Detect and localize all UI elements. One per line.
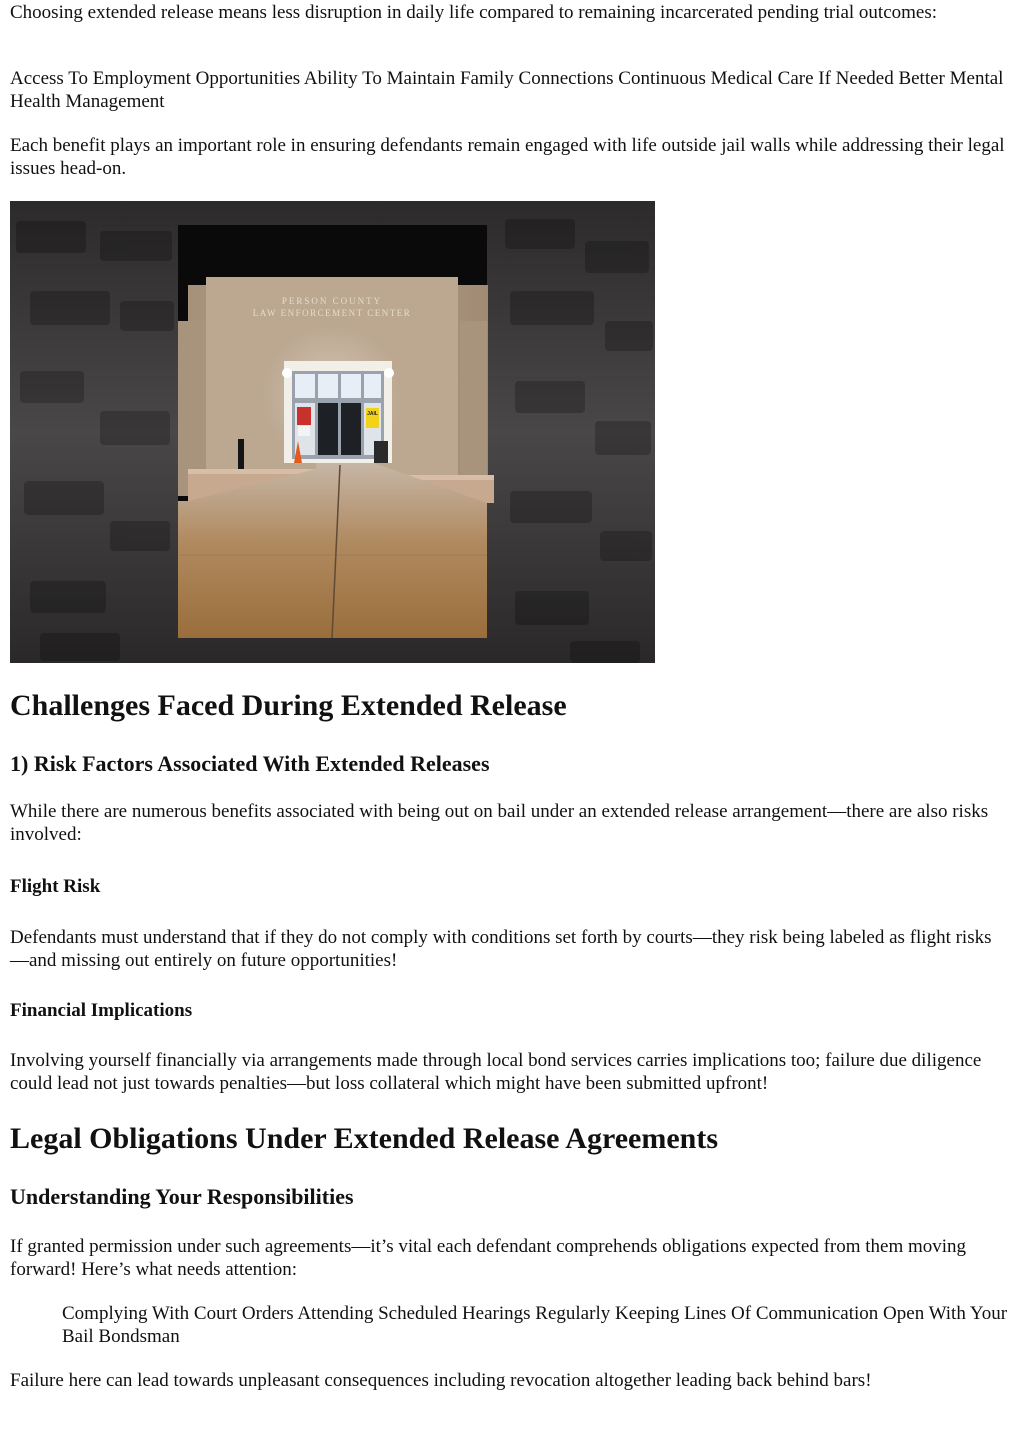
financial-implications-heading: Financial Implications xyxy=(10,1000,193,1021)
financial-implications-paragraph: Involving yourself financially via arrangements made through local bond services carries implications too; failure due diligence could lead not just towards penalties—but loss collateral which might have been submitted upfront! xyxy=(10,1050,982,1094)
flight-risk-paragraph: Defendants must understand that if they do not comply with conditions set forth by courts—they risk being labeled as flight risks—and missing out entirely on future opportunities! xyxy=(10,927,992,971)
intro-paragraph: Choosing extended release means less disruption in daily life compared to remaining incarcerated pending trial outcomes: xyxy=(10,2,938,23)
building-scene xyxy=(178,225,494,638)
benefits-list: Access To Employment Opportunities Ability To Maintain Family Connections Continuous Medical Care If Needed Better Mental Health Management xyxy=(10,68,1004,112)
photo-illustration xyxy=(10,201,655,663)
challenges-heading: Challenges Faced During Extended Release xyxy=(10,689,567,722)
risk-factors-heading: 1) Risk Factors Associated With Extended Releases xyxy=(10,751,490,776)
flight-risk-heading: Flight Risk xyxy=(10,876,101,897)
jail-sign: JAIL xyxy=(367,411,378,417)
benefits-summary: Each benefit plays an important role in ensuring defendants remain engaged with life outside jail walls while addressing their legal issues head-on. xyxy=(10,135,1005,179)
closing-paragraph: Failure here can lead towards unpleasant consequences including revocation altogether leading back behind bars! xyxy=(10,1370,872,1391)
building-sign-line2: LAW ENFORCEMENT CENTER xyxy=(252,308,412,318)
responsibilities-paragraph: If granted permission under such agreements—it’s vital each defendant comprehends obligations expected from them moving forward! Here’s what needs attention: xyxy=(10,1236,967,1280)
risk-factors-paragraph: While there are numerous benefits associated with being out on bail under an extended release arrangement—there are also risks involved: xyxy=(10,801,989,845)
building-sign-line1: PERSON COUNTY xyxy=(281,296,383,306)
law-enforcement-center-photo xyxy=(10,201,655,663)
obligations-list: Complying With Court Orders Attending Scheduled Hearings Regularly Keeping Lines Of Communication Open With Your Bail Bondsman xyxy=(62,1303,1008,1347)
responsibilities-heading: Understanding Your Responsibilities xyxy=(10,1184,354,1209)
legal-obligations-heading: Legal Obligations Under Extended Release Agreements xyxy=(10,1122,719,1155)
